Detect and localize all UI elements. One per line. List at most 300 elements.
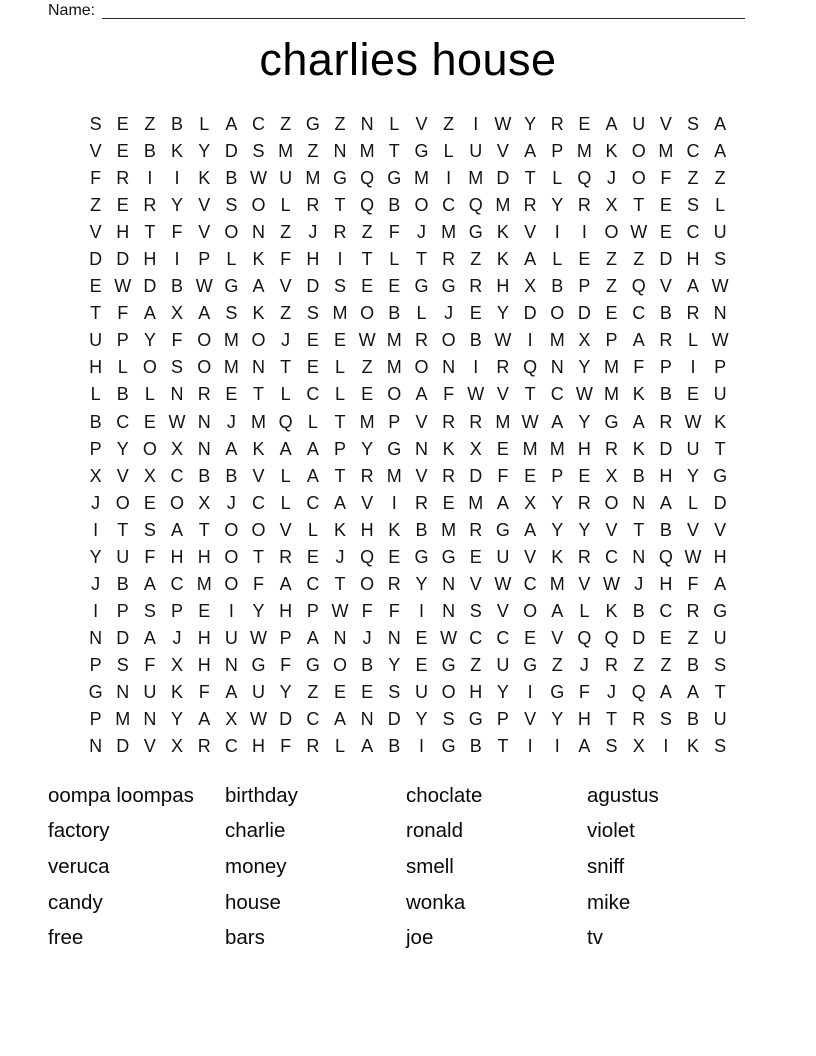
grid-letter: S bbox=[225, 195, 238, 216]
grid-letter: C bbox=[116, 411, 130, 432]
grid-letter: A bbox=[714, 114, 727, 135]
grid-letter: F bbox=[117, 303, 129, 324]
grid-letter: I bbox=[93, 519, 99, 540]
grid-letter: V bbox=[524, 709, 537, 730]
grid-letter: O bbox=[631, 141, 646, 162]
grid-letter: P bbox=[551, 465, 564, 486]
grid-letter: L bbox=[334, 384, 345, 405]
grid-letter: E bbox=[388, 546, 401, 567]
grid-letter: G bbox=[224, 276, 239, 297]
word-list-item: violet bbox=[587, 819, 635, 843]
grid-letter: F bbox=[578, 682, 590, 702]
grid-letter: S bbox=[143, 600, 156, 621]
grid-letter: K bbox=[632, 438, 645, 459]
grid-letter: W bbox=[250, 627, 268, 648]
grid-letter: A bbox=[306, 465, 319, 486]
grid-letter: O bbox=[631, 168, 646, 189]
grid-letter: Z bbox=[470, 249, 482, 270]
grid-letter: N bbox=[550, 357, 564, 378]
word-list bbox=[48, 778, 767, 956]
grid-letter: M bbox=[658, 141, 674, 162]
grid-letter: E bbox=[469, 303, 482, 324]
grid-letter: Z bbox=[633, 249, 645, 270]
grid-letter: Y bbox=[496, 682, 509, 702]
grid-letter: N bbox=[89, 736, 103, 757]
grid-letter: C bbox=[686, 141, 700, 162]
grid-letter: X bbox=[524, 492, 537, 513]
grid-letter: D bbox=[116, 249, 130, 270]
grid-letter: V bbox=[578, 573, 591, 594]
grid-letter: W bbox=[521, 411, 539, 432]
grid-letter: G bbox=[441, 736, 456, 757]
grid-letter: R bbox=[414, 330, 428, 351]
grid-letter: C bbox=[224, 736, 238, 757]
grid-letter: B bbox=[388, 736, 401, 757]
grid-letter: U bbox=[279, 168, 293, 189]
grid-letter: D bbox=[116, 627, 130, 648]
grid-letter: V bbox=[605, 519, 618, 540]
grid-letter: U bbox=[496, 546, 510, 567]
grid-letter: R bbox=[197, 736, 211, 757]
grid-letter: I bbox=[527, 330, 533, 351]
grid-letter: B bbox=[89, 411, 102, 432]
grid-letter: I bbox=[690, 357, 696, 378]
grid-letter: T bbox=[144, 222, 156, 243]
grid-letter: B bbox=[225, 465, 238, 486]
grid-letter: T bbox=[415, 249, 427, 270]
grid-letter: N bbox=[442, 573, 456, 594]
grid-letter: F bbox=[171, 222, 183, 243]
grid-letter: O bbox=[360, 303, 375, 324]
grid-row bbox=[82, 490, 734, 517]
grid-letter: Z bbox=[660, 654, 672, 675]
grid-letter: L bbox=[715, 195, 726, 216]
grid-letter: K bbox=[551, 546, 564, 567]
grid-letter: M bbox=[549, 573, 565, 594]
grid-letter: A bbox=[198, 303, 211, 324]
grid-letter: T bbox=[334, 573, 346, 594]
name-fill-line bbox=[102, 3, 745, 19]
grid-letter: T bbox=[714, 682, 726, 702]
word-list-column bbox=[48, 778, 225, 956]
grid-letter: T bbox=[253, 546, 265, 567]
grid-letter: O bbox=[550, 303, 565, 324]
grid-letter: U bbox=[632, 114, 646, 135]
grid-letter: M bbox=[359, 141, 375, 162]
grid-row bbox=[82, 598, 734, 625]
grid-letter: D bbox=[387, 709, 401, 730]
grid-letter: Z bbox=[687, 168, 699, 189]
grid-letter: J bbox=[634, 573, 644, 594]
grid-letter: K bbox=[171, 682, 184, 702]
grid-letter: T bbox=[524, 384, 536, 405]
word-list-item: sniff bbox=[587, 854, 625, 878]
grid-letter: Z bbox=[307, 682, 319, 702]
grid-letter: U bbox=[224, 627, 238, 648]
grid-letter: G bbox=[441, 654, 456, 675]
grid-letter: L bbox=[389, 114, 400, 135]
grid-letter: R bbox=[279, 546, 293, 567]
grid-letter: K bbox=[605, 600, 618, 621]
grid-letter: Q bbox=[604, 627, 619, 648]
grid-letter: X bbox=[225, 709, 238, 730]
grid-letter: A bbox=[632, 330, 645, 351]
grid-letter: W bbox=[711, 330, 729, 351]
grid-letter: B bbox=[361, 654, 374, 675]
grid-letter: E bbox=[442, 492, 455, 513]
grid-letter: L bbox=[552, 249, 563, 270]
word-list-item: agustus bbox=[587, 783, 659, 807]
grid-letter: P bbox=[605, 330, 618, 351]
word-list-item: veruca bbox=[48, 854, 110, 878]
grid-letter: E bbox=[659, 222, 672, 243]
grid-letter: E bbox=[306, 357, 319, 378]
grid-letter: Y bbox=[388, 654, 401, 675]
grid-letter: D bbox=[279, 709, 293, 730]
grid-letter: N bbox=[632, 492, 646, 513]
grid-letter: E bbox=[116, 195, 129, 216]
grid-letter: R bbox=[442, 411, 456, 432]
grid-letter: Y bbox=[551, 709, 564, 730]
grid-letter: K bbox=[687, 736, 700, 757]
grid-letter: O bbox=[197, 330, 212, 351]
grid-letter: F bbox=[361, 600, 373, 621]
grid-letter: H bbox=[577, 438, 591, 459]
grid-letter: I bbox=[663, 736, 669, 757]
grid-letter: R bbox=[116, 168, 130, 189]
grid-letter: G bbox=[305, 654, 320, 675]
grid-letter: B bbox=[469, 736, 482, 757]
grid-letter: F bbox=[144, 654, 156, 675]
grid-letter: E bbox=[225, 384, 238, 405]
grid-letter: R bbox=[605, 438, 619, 459]
grid-letter: P bbox=[89, 709, 102, 730]
grid-row bbox=[82, 111, 734, 138]
grid-letter: T bbox=[334, 411, 346, 432]
grid-letter: D bbox=[143, 276, 157, 297]
grid-letter: Q bbox=[631, 682, 646, 702]
grid-letter: X bbox=[632, 736, 645, 757]
grid-letter: H bbox=[659, 573, 673, 594]
grid-letter: D bbox=[659, 438, 673, 459]
grid-letter: W bbox=[630, 222, 648, 243]
grid-letter: B bbox=[659, 519, 672, 540]
grid-letter: L bbox=[307, 411, 318, 432]
grid-letter: R bbox=[306, 195, 320, 216]
name-label: Name: bbox=[48, 2, 96, 19]
grid-letter: D bbox=[659, 249, 673, 270]
grid-letter: I bbox=[581, 222, 587, 243]
grid-letter: O bbox=[414, 195, 429, 216]
grid-letter: R bbox=[469, 411, 483, 432]
grid-letter: Z bbox=[606, 249, 618, 270]
grid-letter: P bbox=[89, 654, 102, 675]
grid-letter: I bbox=[337, 249, 343, 270]
grid-row bbox=[82, 652, 734, 679]
grid-letter: U bbox=[89, 330, 103, 351]
grid-letter: C bbox=[442, 195, 456, 216]
grid-letter: M bbox=[604, 384, 620, 405]
grid-letter: O bbox=[523, 600, 538, 621]
grid-letter: K bbox=[714, 411, 727, 432]
grid-letter: K bbox=[496, 222, 509, 243]
grid-letter: O bbox=[142, 357, 157, 378]
grid-letter: P bbox=[279, 627, 292, 648]
grid-letter: A bbox=[605, 114, 618, 135]
grid-letter: B bbox=[551, 276, 564, 297]
grid-row bbox=[82, 165, 734, 192]
grid-letter: V bbox=[496, 600, 509, 621]
grid-letter: A bbox=[143, 303, 156, 324]
grid-letter: R bbox=[442, 465, 456, 486]
grid-letter: W bbox=[575, 384, 593, 405]
grid-letter: A bbox=[578, 736, 591, 757]
grid-letter: A bbox=[632, 411, 645, 432]
grid-letter: K bbox=[605, 141, 618, 162]
grid-letter: G bbox=[468, 222, 483, 243]
grid-row bbox=[82, 625, 734, 652]
grid-letter: I bbox=[446, 168, 452, 189]
grid-letter: T bbox=[633, 195, 645, 216]
grid-letter: E bbox=[605, 303, 618, 324]
grid-letter: L bbox=[688, 330, 699, 351]
grid-letter: V bbox=[198, 195, 211, 216]
grid-letter: W bbox=[195, 276, 213, 297]
grid-letter: A bbox=[225, 682, 238, 702]
grid-letter: W bbox=[494, 330, 512, 351]
grid-letter: Y bbox=[89, 546, 102, 567]
grid-row bbox=[82, 679, 734, 706]
grid-letter: N bbox=[143, 709, 157, 730]
grid-letter: H bbox=[116, 222, 130, 243]
grid-letter: V bbox=[89, 141, 102, 162]
grid-letter: U bbox=[713, 384, 727, 405]
grid-letter: W bbox=[250, 709, 268, 730]
grid-letter: J bbox=[607, 682, 617, 702]
grid-letter: D bbox=[89, 249, 103, 270]
grid-letter: U bbox=[116, 546, 130, 567]
word-list-item: factory bbox=[48, 819, 110, 843]
grid-letter: E bbox=[496, 438, 509, 459]
grid-letter: Y bbox=[116, 438, 129, 459]
grid-letter: K bbox=[252, 249, 265, 270]
grid-letter: S bbox=[388, 682, 401, 702]
grid-letter: Z bbox=[633, 654, 645, 675]
grid-letter: R bbox=[306, 736, 320, 757]
grid-letter: T bbox=[497, 736, 509, 757]
grid-letter: G bbox=[332, 168, 347, 189]
grid-letter: U bbox=[713, 627, 727, 648]
grid-letter: W bbox=[603, 573, 621, 594]
grid-letter: J bbox=[91, 573, 101, 594]
grid-letter: C bbox=[686, 222, 700, 243]
grid-letter: A bbox=[524, 519, 537, 540]
grid-letter: A bbox=[659, 682, 672, 702]
grid-letter: Y bbox=[143, 330, 156, 351]
grid-letter: E bbox=[578, 465, 591, 486]
grid-letter: E bbox=[116, 141, 129, 162]
grid-letter: B bbox=[116, 573, 129, 594]
grid-letter: A bbox=[524, 141, 537, 162]
grid-letter: E bbox=[524, 627, 537, 648]
grid-letter: Y bbox=[279, 682, 292, 702]
grid-letter: S bbox=[252, 141, 265, 162]
grid-letter: R bbox=[387, 573, 401, 594]
grid-letter: L bbox=[280, 492, 291, 513]
grid-letter: E bbox=[578, 249, 591, 270]
grid-letter: O bbox=[441, 330, 456, 351]
grid-letter: C bbox=[306, 384, 320, 405]
grid-letter: A bbox=[714, 141, 727, 162]
grid-letter: H bbox=[89, 357, 103, 378]
grid-letter: A bbox=[524, 249, 537, 270]
grid-letter: G bbox=[387, 168, 402, 189]
word-list-item: bars bbox=[225, 926, 265, 950]
grid-letter: Y bbox=[496, 303, 509, 324]
grid-letter: D bbox=[224, 141, 238, 162]
grid-row bbox=[82, 246, 734, 273]
grid-letter: Y bbox=[171, 709, 184, 730]
grid-letter: G bbox=[387, 438, 402, 459]
grid-letter: D bbox=[116, 736, 130, 757]
grid-letter: N bbox=[224, 654, 238, 675]
grid-letter: A bbox=[551, 600, 564, 621]
grid-letter: M bbox=[278, 141, 294, 162]
word-list-item: oompa loompas bbox=[48, 783, 194, 807]
grid-letter: A bbox=[551, 411, 564, 432]
grid-letter: S bbox=[442, 709, 455, 730]
grid-letter: Y bbox=[578, 357, 591, 378]
grid-letter: E bbox=[333, 682, 346, 702]
word-list-item: birthday bbox=[225, 783, 298, 807]
grid-letter: C bbox=[605, 546, 619, 567]
grid-letter: X bbox=[143, 465, 156, 486]
grid-letter: H bbox=[577, 709, 591, 730]
grid-letter: Z bbox=[307, 141, 319, 162]
grid-letter: H bbox=[197, 627, 211, 648]
grid-letter: F bbox=[90, 168, 102, 189]
grid-letter: B bbox=[198, 465, 211, 486]
grid-letter: U bbox=[713, 222, 727, 243]
grid-letter: M bbox=[223, 357, 239, 378]
grid-letter: U bbox=[686, 438, 700, 459]
grid-letter: G bbox=[713, 465, 728, 486]
grid-letter: B bbox=[171, 276, 184, 297]
grid-letter: S bbox=[306, 303, 319, 324]
grid-row bbox=[82, 706, 734, 733]
grid-letter: O bbox=[604, 222, 619, 243]
grid-letter: B bbox=[687, 654, 700, 675]
grid-letter: L bbox=[90, 384, 101, 405]
grid-letter: N bbox=[197, 438, 211, 459]
grid-letter: L bbox=[280, 465, 291, 486]
puzzle-title: charlies house bbox=[259, 34, 557, 85]
grid-letter: G bbox=[305, 114, 320, 135]
grid-letter: W bbox=[494, 114, 512, 135]
grid-row bbox=[82, 463, 734, 490]
word-list-item: smell bbox=[406, 854, 454, 878]
grid-letter: D bbox=[496, 168, 510, 189]
grid-letter: D bbox=[469, 465, 483, 486]
grid-letter: P bbox=[116, 600, 129, 621]
grid-letter: T bbox=[524, 168, 536, 189]
grid-letter: X bbox=[605, 465, 618, 486]
grid-letter: A bbox=[279, 573, 292, 594]
grid-letter: M bbox=[468, 168, 484, 189]
grid-letter: C bbox=[496, 627, 510, 648]
grid-letter: E bbox=[469, 546, 482, 567]
grid-letter: M bbox=[196, 573, 212, 594]
grid-letter: M bbox=[441, 222, 457, 243]
grid-letter: O bbox=[360, 573, 375, 594]
grid-letter: M bbox=[115, 709, 131, 730]
grid-letter: F bbox=[633, 357, 645, 378]
grid-row bbox=[82, 733, 734, 760]
grid-letter: P bbox=[714, 357, 727, 378]
grid-letter: M bbox=[223, 330, 239, 351]
grid-letter: I bbox=[473, 357, 479, 378]
grid-letter: I bbox=[174, 249, 180, 270]
grid-letter: Y bbox=[415, 709, 428, 730]
grid-letter: I bbox=[554, 222, 560, 243]
grid-letter: M bbox=[549, 438, 565, 459]
grid-letter: V bbox=[496, 384, 509, 405]
grid-letter: F bbox=[280, 249, 292, 270]
grid-letter: I bbox=[228, 600, 234, 621]
grid-letter: V bbox=[714, 519, 727, 540]
grid-letter: A bbox=[171, 519, 184, 540]
grid-letter: E bbox=[306, 546, 319, 567]
grid-letter: L bbox=[389, 249, 400, 270]
grid-letter: P bbox=[496, 709, 509, 730]
grid-letter: A bbox=[333, 492, 346, 513]
grid-letter: I bbox=[473, 114, 479, 135]
grid-letter: A bbox=[714, 573, 727, 594]
grid-letter: U bbox=[252, 682, 266, 702]
grid-letter: N bbox=[442, 600, 456, 621]
grid-letter: X bbox=[605, 195, 618, 216]
grid-letter: L bbox=[199, 114, 210, 135]
grid-letter: F bbox=[144, 546, 156, 567]
grid-letter: C bbox=[523, 573, 537, 594]
grid-letter: O bbox=[197, 357, 212, 378]
grid-letter: F bbox=[443, 384, 455, 405]
grid-letter: I bbox=[527, 736, 533, 757]
grid-letter: L bbox=[226, 249, 237, 270]
grid-letter: L bbox=[307, 519, 318, 540]
grid-row bbox=[82, 138, 734, 165]
grid-letter: Z bbox=[280, 303, 292, 324]
grid-letter: T bbox=[334, 465, 346, 486]
grid-letter: V bbox=[659, 276, 672, 297]
grid-letter: W bbox=[358, 330, 376, 351]
grid-letter: C bbox=[306, 573, 320, 594]
grid-letter: T bbox=[633, 519, 645, 540]
grid-row bbox=[82, 381, 734, 408]
grid-letter: N bbox=[360, 709, 374, 730]
grid-letter: P bbox=[578, 276, 591, 297]
grid-letter: M bbox=[386, 330, 402, 351]
grid-letter: Y bbox=[578, 519, 591, 540]
grid-letter: B bbox=[116, 384, 129, 405]
grid-letter: G bbox=[523, 654, 538, 675]
word-list-item: ronald bbox=[406, 819, 463, 843]
grid-letter: M bbox=[251, 411, 267, 432]
grid-letter: L bbox=[443, 141, 454, 162]
grid-letter: D bbox=[632, 627, 646, 648]
grid-letter: A bbox=[687, 682, 700, 702]
grid-letter: H bbox=[360, 519, 374, 540]
